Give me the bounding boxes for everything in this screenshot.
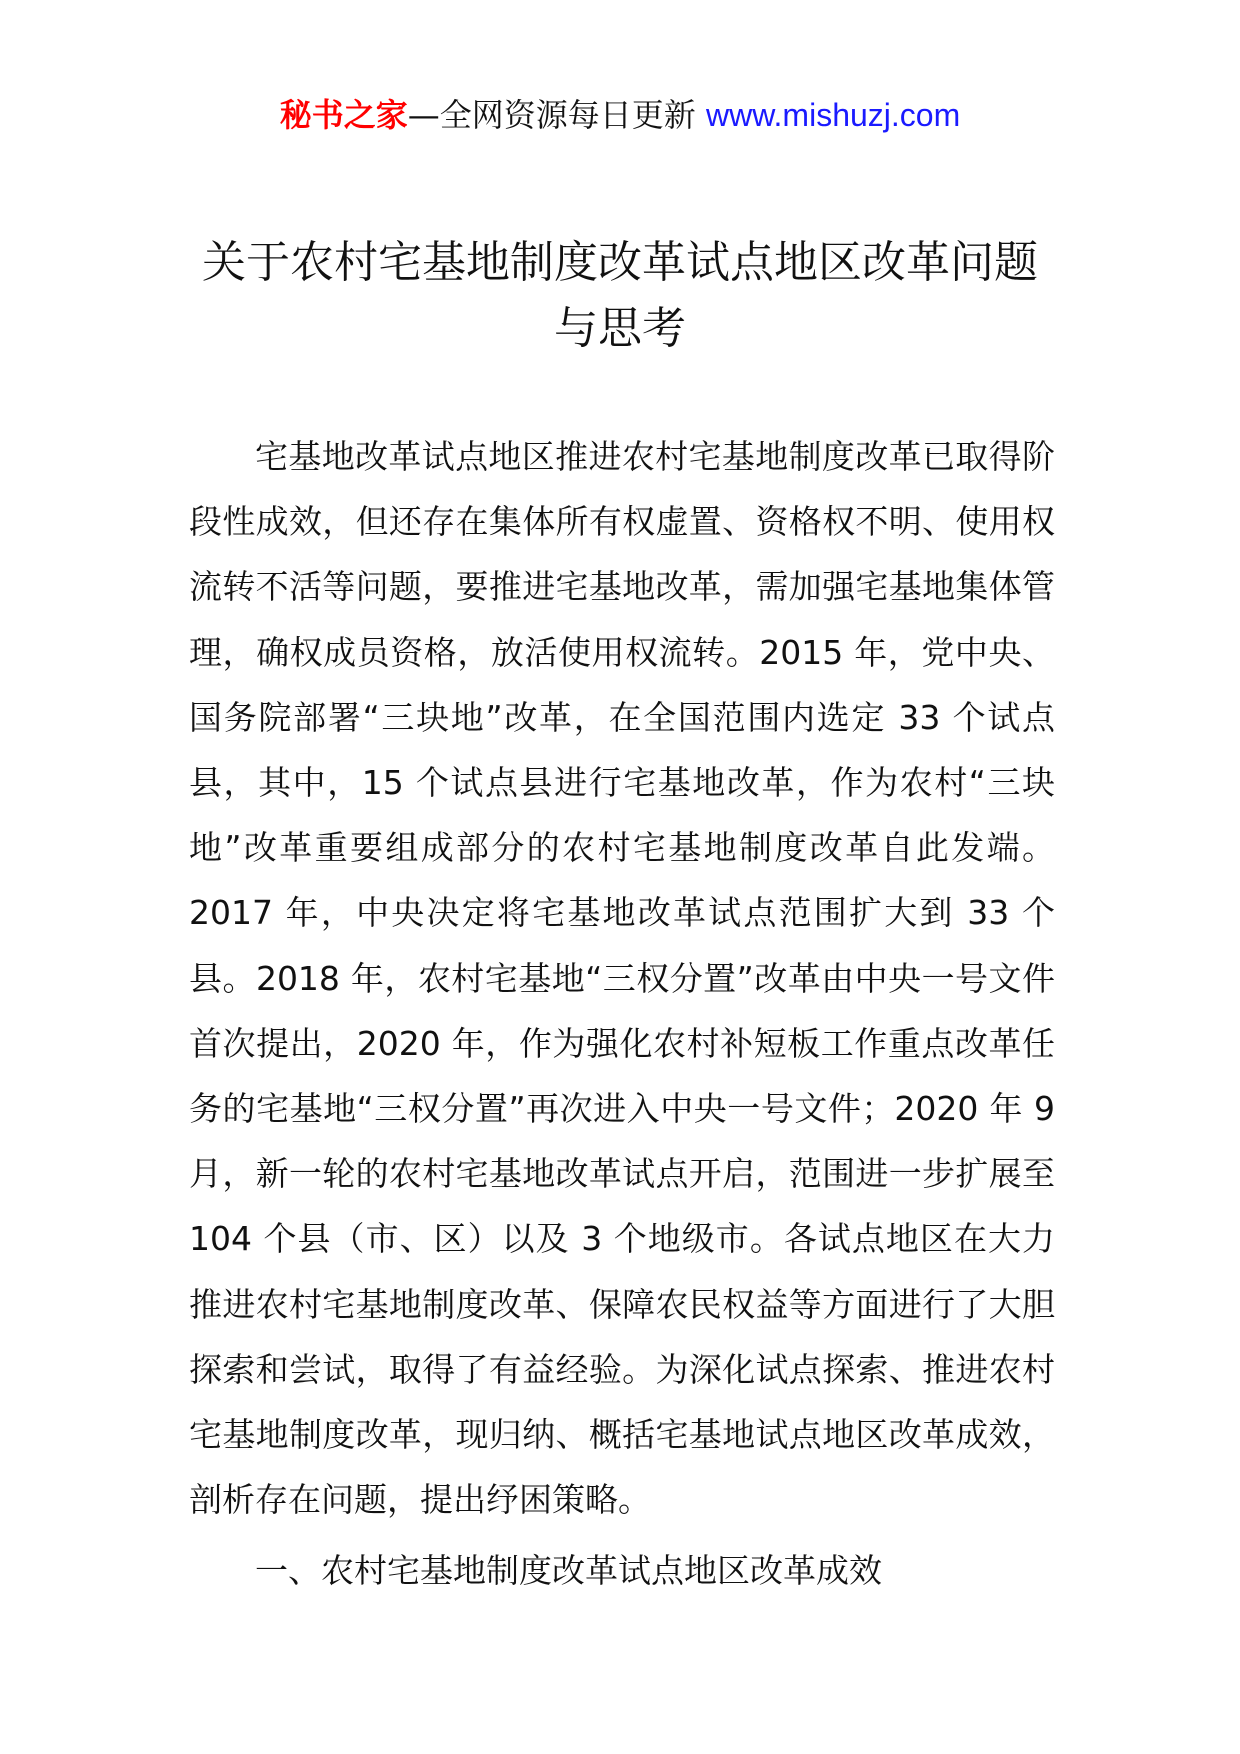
site-header (0, 95, 1240, 135)
header-slogan: —全网资源每日更新 (407, 96, 696, 134)
document-title: 关于农村宅基地制度改革试点地区改革问题与思考 (202, 237, 1038, 354)
brand-name: 秘书之家 (279, 96, 408, 134)
section-heading: 一、农村宅基地制度改革试点地区改革成效 (255, 1551, 882, 1590)
site-url-link[interactable]: www.mishuzj.com (705, 97, 961, 133)
body-paragraph: 宅基地改革试点地区推进农村宅基地制度改革已取得阶段性成效，但还存在集体所有权虚置、资格权不明、使用权流转不活等问题，要推进宅基地改革，需加强宅基地集体管理，确权成员资格，放活使用权流转。2015 年，党中央、国务院部署“三块地”改革，在全国范围内选定 33 个试点县，其中，15 个试点县进行宅基地改革，作为农村“三块地”改革重要组成部分的农村宅基地制度改革自此发端。2017 年，中央决定将宅基地改革试点范围扩大到 33 个县。2018 年，农村宅基地“三权分置”改革由中央一号文件首次提出，2020 年，作为强化农村补短板工作重点改革任务的宅基地“三权分置”再次进入中央一号文件；2020 年 9 月，新一轮的农村宅基地改革试点开启，范围进一步扩展至 104 个县（市、区）以及 3 个地级市。各试点地区在大力推进农村宅基地制度改革、保障农民权益等方面进行了大胆探索和尝试，取得了有益经验。为深化试点探索、推进农村宅基地制度改革，现归纳、概括宅基地试点地区改革成效，剖析存在问题，提出纾困策略。 (189, 437, 1055, 1520)
